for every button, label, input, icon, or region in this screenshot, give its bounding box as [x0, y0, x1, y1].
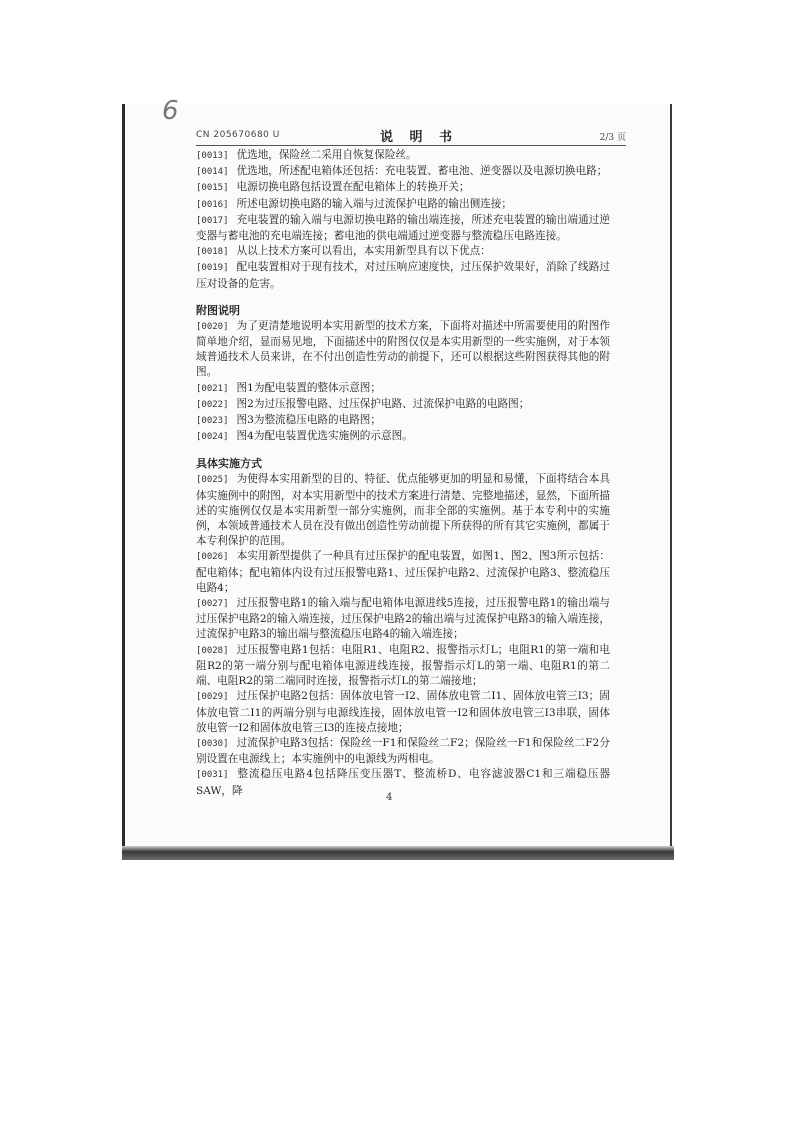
paragraph-number: [0018] — [196, 247, 229, 258]
paragraph — [196, 197, 610, 213]
paragraph-text: 图1为配电装置的整体示意图； — [236, 381, 381, 394]
paragraph — [196, 148, 610, 164]
paragraph-text: 图4为配电装置优选实施例的示意图。 — [236, 430, 413, 443]
paragraph — [196, 767, 610, 798]
page-number: 4 — [386, 792, 393, 803]
paragraph-text: 过流保护电路3包括：保险丝一F1和保险丝二F2；保险丝一F1和保险丝二F2分别设置在电源线上；本实施例中的电源线为两相电。 — [196, 736, 610, 766]
paragraph-number: [0027] — [196, 599, 229, 610]
paragraph-number: [0016] — [196, 199, 229, 210]
handwritten-mark: 6 — [162, 96, 179, 126]
page-of: 2/3 页 — [599, 133, 626, 143]
paragraph-number: [0019] — [196, 263, 229, 274]
page-title: 说 明 书 — [380, 130, 459, 145]
paragraph — [196, 260, 610, 291]
paragraph-number: [0029] — [196, 692, 229, 703]
paragraph-text: 整流稳压电路4包括降压变压器T、整流桥D、电容滤波器C1和三端稳压器SAW，降 — [196, 768, 610, 797]
paragraph-number: [0014] — [196, 167, 229, 178]
paragraph — [196, 689, 610, 736]
paragraph — [196, 736, 610, 767]
scan-edge-left — [122, 104, 125, 856]
paragraph — [196, 213, 610, 244]
paragraph-text: 充电装置的输入端与电源切换电路的输出端连接，所述充电装置的输出端通过逆变器与蓄电池的充电端连接；蓄电池的供电端通过逆变器与整流稳压电路连接。 — [196, 213, 610, 243]
paragraph-group-c — [196, 472, 610, 798]
paragraph — [196, 596, 610, 643]
paragraph-number: [0031] — [196, 770, 229, 781]
paragraph-text: 为使得本实用新型的目的、特征、优点能够更加的明显和易懂，下面将结合本具体实施例中的附图，对本实用新型中的技术方案进行清楚、完整地描述，显然，下面所描述的实施例仅仅是本实用新型一部分实施例，而非全部的实施例。基于本专利中的实施例，本领域普通技术人员在没有做出创造性劳动前提下所获得的所有其它实施例，都属于本专利保护的范围。 — [196, 473, 610, 548]
paragraph-text: 所述电源切换电路的输入端与过流保护电路的输出侧连接； — [236, 197, 512, 210]
paragraph-text: 本实用新型提供了一种具有过压保护的配电装置，如图1、图2、图3所示包括：配电箱体；配电箱体内设有过压报警电路1、过压保护电路2、过流保护电路3、整流稳压电路4； — [196, 550, 610, 594]
paragraph-number: [0025] — [196, 475, 229, 486]
section-heading-figures: 附图说明 — [196, 303, 240, 317]
paragraph-text: 从以上技术方案可以看出，本实用新型具有以下优点： — [236, 245, 491, 258]
paragraph-number: [0013] — [196, 151, 229, 161]
paragraph-text: 图3为整流稳压电路的电路图； — [236, 414, 381, 427]
paragraph-text: 为了更清楚地说明本实用新型的技术方案，下面将对描述中所需要使用的附图作简单地介绍，显而易见地，下面描述中的附图仅仅是本实用新型的一些实施例，对于本领域普通技术人员来讲，在不付出创造性劳动的前提下，还可以根据这些附图获得其他的附图。 — [196, 319, 610, 379]
paragraph — [196, 164, 610, 180]
document-body — [196, 148, 610, 799]
paragraph-number: [0015] — [196, 183, 229, 194]
paragraph-number: [0028] — [196, 645, 229, 656]
paragraph — [196, 180, 610, 196]
paragraph-number: [0023] — [196, 416, 229, 427]
paragraph — [196, 397, 610, 413]
paragraph — [196, 549, 610, 596]
paragraph-text: 图2为过压报警电路、过压保护电路、过流保护电路的电路图； — [236, 397, 530, 410]
paragraph-number: [0024] — [196, 432, 229, 443]
paragraph — [196, 472, 610, 549]
paragraph — [196, 319, 610, 381]
paragraph-number: [0022] — [196, 399, 229, 410]
document-number: CN 205670680 U — [196, 130, 280, 140]
paragraph — [196, 429, 610, 445]
paragraph-number: [0021] — [196, 383, 229, 394]
paragraph-number: [0020] — [196, 321, 229, 332]
paragraph-text: 过压报警电路1的输入端与配电箱体电源进线5连接，过压报警电路1的输出端与过压保护电路2的输入端连接，过压保护电路2的输出端与过流保护电路3的输入端连接，过流保护电路3的输出端与整流稳压电路4的输入端连接； — [196, 597, 610, 641]
paragraph-text: 优选地，保险丝二采用自恢复保险丝。 — [236, 149, 417, 161]
paragraph-text: 电源切换电路包括设置在配电箱体上的转换开关； — [236, 181, 470, 194]
paragraph-text: 优选地，所述配电箱体还包括：充电装置、蓄电池、逆变器以及电源切换电路； — [236, 165, 608, 178]
paragraph-number: [0026] — [196, 552, 229, 563]
page-header — [196, 126, 626, 144]
paragraph-group-a — [196, 148, 610, 292]
paragraph — [196, 381, 610, 397]
paragraph-number: [0017] — [196, 215, 229, 226]
paragraph-text: 配电装置相对于现有技术，对过压响应速度快，过压保护效果好，消除了线路过压对设备的危害。 — [196, 261, 610, 290]
paragraph-text: 过压报警电路1包括：电阻R1、电阻R2、报警指示灯L；电阻R1的第一端和电阻R2的第一端分别与配电箱体电源进线连接，报警指示灯L的第一端、电阻R1的第二端、电阻R2的第二端同时连接，报警指示灯L的第二端接地； — [196, 643, 610, 688]
paragraph — [196, 413, 610, 429]
paragraph — [196, 643, 610, 690]
section-heading-embodiments: 具体实施方式 — [196, 457, 262, 471]
paragraph-number: [0030] — [196, 738, 229, 749]
paragraph-group-b — [196, 319, 610, 446]
paragraph-text: 过压保护电路2包括：固体放电管一I2、固体放电管二I1、固体放电管三I3；固体放电管二I1的两端分别与电源线连接，固体放电管一I2和固体放电管三I3串联，固体放电管一I2和固体放电管三I3的连接点接地； — [196, 690, 610, 734]
paragraph — [196, 244, 610, 260]
header-rule — [196, 145, 626, 146]
scan-edge-bottom — [122, 846, 674, 860]
